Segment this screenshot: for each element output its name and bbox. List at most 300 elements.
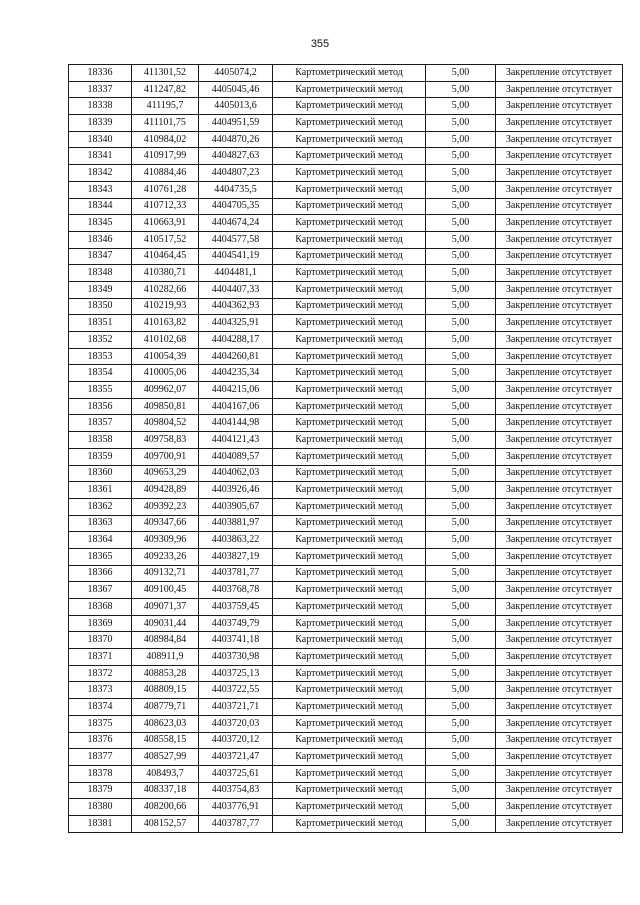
y-coordinate-cell: 4403722,55 bbox=[199, 682, 273, 699]
method-cell: Картометрический метод bbox=[273, 615, 426, 632]
method-cell: Картометрический метод bbox=[273, 665, 426, 682]
x-coordinate-cell: 409347,66 bbox=[132, 515, 199, 532]
x-coordinate-cell: 409428,89 bbox=[132, 482, 199, 499]
point-number-cell: 18376 bbox=[69, 732, 132, 749]
x-coordinate-cell: 410984,02 bbox=[132, 131, 199, 148]
point-number-cell: 18336 bbox=[69, 65, 132, 82]
fixation-cell: Закрепление отсутствует bbox=[496, 582, 623, 599]
y-coordinate-cell: 4403863,22 bbox=[199, 532, 273, 549]
fixation-cell: Закрепление отсутствует bbox=[496, 715, 623, 732]
table-row bbox=[69, 599, 623, 616]
table-row bbox=[69, 715, 623, 732]
accuracy-cell: 5,00 bbox=[426, 415, 496, 432]
table-row bbox=[69, 515, 623, 532]
point-number-cell: 18353 bbox=[69, 348, 132, 365]
table-row bbox=[69, 181, 623, 198]
fixation-cell: Закрепление отсутствует bbox=[496, 815, 623, 832]
x-coordinate-cell: 410163,82 bbox=[132, 315, 199, 332]
y-coordinate-cell: 4404674,24 bbox=[199, 215, 273, 232]
y-coordinate-cell: 4403881,97 bbox=[199, 515, 273, 532]
x-coordinate-cell: 409700,91 bbox=[132, 448, 199, 465]
fixation-cell: Закрепление отсутствует bbox=[496, 682, 623, 699]
method-cell: Картометрический метод bbox=[273, 281, 426, 298]
x-coordinate-cell: 408984,84 bbox=[132, 632, 199, 649]
table-row bbox=[69, 782, 623, 799]
fixation-cell: Закрепление отсутствует bbox=[496, 799, 623, 816]
fixation-cell: Закрепление отсутствует bbox=[496, 248, 623, 265]
x-coordinate-cell: 408853,28 bbox=[132, 665, 199, 682]
point-number-cell: 18347 bbox=[69, 248, 132, 265]
y-coordinate-cell: 4404735,5 bbox=[199, 181, 273, 198]
y-coordinate-cell: 4403725,61 bbox=[199, 765, 273, 782]
y-coordinate-cell: 4404541,19 bbox=[199, 248, 273, 265]
point-number-cell: 18345 bbox=[69, 215, 132, 232]
table-row bbox=[69, 198, 623, 215]
fixation-cell: Закрепление отсутствует bbox=[496, 281, 623, 298]
method-cell: Картометрический метод bbox=[273, 465, 426, 482]
x-coordinate-cell: 409100,45 bbox=[132, 582, 199, 599]
method-cell: Картометрический метод bbox=[273, 348, 426, 365]
point-number-cell: 18363 bbox=[69, 515, 132, 532]
method-cell: Картометрический метод bbox=[273, 315, 426, 332]
y-coordinate-cell: 4404215,06 bbox=[199, 382, 273, 399]
method-cell: Картометрический метод bbox=[273, 782, 426, 799]
x-coordinate-cell: 410380,71 bbox=[132, 265, 199, 282]
table-row bbox=[69, 749, 623, 766]
accuracy-cell: 5,00 bbox=[426, 515, 496, 532]
x-coordinate-cell: 408337,18 bbox=[132, 782, 199, 799]
method-cell: Картометрический метод bbox=[273, 398, 426, 415]
accuracy-cell: 5,00 bbox=[426, 131, 496, 148]
x-coordinate-cell: 410282,66 bbox=[132, 281, 199, 298]
method-cell: Картометрический метод bbox=[273, 732, 426, 749]
fixation-cell: Закрепление отсутствует bbox=[496, 599, 623, 616]
point-number-cell: 18381 bbox=[69, 815, 132, 832]
y-coordinate-cell: 4403776,91 bbox=[199, 799, 273, 816]
point-number-cell: 18344 bbox=[69, 198, 132, 215]
accuracy-cell: 5,00 bbox=[426, 332, 496, 349]
x-coordinate-cell: 409804,52 bbox=[132, 415, 199, 432]
accuracy-cell: 5,00 bbox=[426, 398, 496, 415]
fixation-cell: Закрепление отсутствует bbox=[496, 482, 623, 499]
y-coordinate-cell: 4405074,2 bbox=[199, 65, 273, 82]
accuracy-cell: 5,00 bbox=[426, 498, 496, 515]
point-number-cell: 18359 bbox=[69, 448, 132, 465]
accuracy-cell: 5,00 bbox=[426, 682, 496, 699]
method-cell: Картометрический метод bbox=[273, 599, 426, 616]
x-coordinate-cell: 409132,71 bbox=[132, 565, 199, 582]
accuracy-cell: 5,00 bbox=[426, 382, 496, 399]
x-coordinate-cell: 409392,23 bbox=[132, 498, 199, 515]
x-coordinate-cell: 410464,45 bbox=[132, 248, 199, 265]
fixation-cell: Закрепление отсутствует bbox=[496, 432, 623, 449]
table-row bbox=[69, 799, 623, 816]
method-cell: Картометрический метод bbox=[273, 165, 426, 182]
x-coordinate-cell: 410917,99 bbox=[132, 148, 199, 165]
table-row bbox=[69, 81, 623, 98]
table-row bbox=[69, 382, 623, 399]
point-number-cell: 18346 bbox=[69, 231, 132, 248]
point-number-cell: 18378 bbox=[69, 765, 132, 782]
method-cell: Картометрический метод bbox=[273, 415, 426, 432]
method-cell: Картометрический метод bbox=[273, 765, 426, 782]
table-row bbox=[69, 98, 623, 115]
method-cell: Картометрический метод bbox=[273, 332, 426, 349]
page-number: 355 bbox=[310, 38, 330, 50]
x-coordinate-cell: 408558,15 bbox=[132, 732, 199, 749]
y-coordinate-cell: 4405013,6 bbox=[199, 98, 273, 115]
y-coordinate-cell: 4403787,77 bbox=[199, 815, 273, 832]
fixation-cell: Закрепление отсутствует bbox=[496, 732, 623, 749]
method-cell: Картометрический метод bbox=[273, 448, 426, 465]
accuracy-cell: 5,00 bbox=[426, 315, 496, 332]
method-cell: Картометрический метод bbox=[273, 482, 426, 499]
x-coordinate-cell: 411101,75 bbox=[132, 115, 199, 132]
y-coordinate-cell: 4403905,67 bbox=[199, 498, 273, 515]
fixation-cell: Закрепление отсутствует bbox=[496, 148, 623, 165]
table-row bbox=[69, 315, 623, 332]
accuracy-cell: 5,00 bbox=[426, 165, 496, 182]
accuracy-cell: 5,00 bbox=[426, 231, 496, 248]
fixation-cell: Закрепление отсутствует bbox=[496, 665, 623, 682]
table-row bbox=[69, 115, 623, 132]
table-row bbox=[69, 615, 623, 632]
accuracy-cell: 5,00 bbox=[426, 281, 496, 298]
y-coordinate-cell: 4403768,78 bbox=[199, 582, 273, 599]
point-number-cell: 18357 bbox=[69, 415, 132, 432]
fixation-cell: Закрепление отсутствует bbox=[496, 98, 623, 115]
method-cell: Картометрический метод bbox=[273, 715, 426, 732]
x-coordinate-cell: 410102,68 bbox=[132, 332, 199, 349]
point-number-cell: 18360 bbox=[69, 465, 132, 482]
point-number-cell: 18337 bbox=[69, 81, 132, 98]
accuracy-cell: 5,00 bbox=[426, 615, 496, 632]
accuracy-cell: 5,00 bbox=[426, 81, 496, 98]
table-row bbox=[69, 248, 623, 265]
table-row bbox=[69, 415, 623, 432]
point-number-cell: 18365 bbox=[69, 548, 132, 565]
y-coordinate-cell: 4404481,1 bbox=[199, 265, 273, 282]
point-number-cell: 18375 bbox=[69, 715, 132, 732]
point-number-cell: 18364 bbox=[69, 532, 132, 549]
point-number-cell: 18380 bbox=[69, 799, 132, 816]
fixation-cell: Закрепление отсутствует bbox=[496, 548, 623, 565]
y-coordinate-cell: 4404870,26 bbox=[199, 131, 273, 148]
point-number-cell: 18372 bbox=[69, 665, 132, 682]
table-row bbox=[69, 365, 623, 382]
method-cell: Картометрический метод bbox=[273, 548, 426, 565]
y-coordinate-cell: 4403721,47 bbox=[199, 749, 273, 766]
accuracy-cell: 5,00 bbox=[426, 582, 496, 599]
table-row bbox=[69, 815, 623, 832]
accuracy-cell: 5,00 bbox=[426, 482, 496, 499]
y-coordinate-cell: 4403759,45 bbox=[199, 599, 273, 616]
y-coordinate-cell: 4403754,83 bbox=[199, 782, 273, 799]
point-number-cell: 18350 bbox=[69, 298, 132, 315]
x-coordinate-cell: 410663,91 bbox=[132, 215, 199, 232]
point-number-cell: 18362 bbox=[69, 498, 132, 515]
accuracy-cell: 5,00 bbox=[426, 348, 496, 365]
y-coordinate-cell: 4403741,18 bbox=[199, 632, 273, 649]
x-coordinate-cell: 410005,06 bbox=[132, 365, 199, 382]
accuracy-cell: 5,00 bbox=[426, 248, 496, 265]
y-coordinate-cell: 4404121,43 bbox=[199, 432, 273, 449]
fixation-cell: Закрепление отсутствует bbox=[496, 315, 623, 332]
point-number-cell: 18340 bbox=[69, 131, 132, 148]
method-cell: Картометрический метод bbox=[273, 582, 426, 599]
fixation-cell: Закрепление отсутствует bbox=[496, 632, 623, 649]
x-coordinate-cell: 409309,96 bbox=[132, 532, 199, 549]
method-cell: Картометрический метод bbox=[273, 65, 426, 82]
point-number-cell: 18348 bbox=[69, 265, 132, 282]
y-coordinate-cell: 4403725,13 bbox=[199, 665, 273, 682]
table-row bbox=[69, 532, 623, 549]
point-number-cell: 18373 bbox=[69, 682, 132, 699]
method-cell: Картометрический метод bbox=[273, 81, 426, 98]
fixation-cell: Закрепление отсутствует bbox=[496, 749, 623, 766]
fixation-cell: Закрепление отсутствует bbox=[496, 765, 623, 782]
y-coordinate-cell: 4404362,93 bbox=[199, 298, 273, 315]
point-number-cell: 18343 bbox=[69, 181, 132, 198]
table-row bbox=[69, 465, 623, 482]
method-cell: Картометрический метод bbox=[273, 298, 426, 315]
y-coordinate-cell: 4404089,57 bbox=[199, 448, 273, 465]
table-body bbox=[69, 65, 623, 833]
method-cell: Картометрический метод bbox=[273, 231, 426, 248]
accuracy-cell: 5,00 bbox=[426, 649, 496, 666]
point-number-cell: 18355 bbox=[69, 382, 132, 399]
accuracy-cell: 5,00 bbox=[426, 749, 496, 766]
accuracy-cell: 5,00 bbox=[426, 298, 496, 315]
fixation-cell: Закрепление отсутствует bbox=[496, 415, 623, 432]
method-cell: Картометрический метод bbox=[273, 699, 426, 716]
table-row bbox=[69, 265, 623, 282]
accuracy-cell: 5,00 bbox=[426, 432, 496, 449]
x-coordinate-cell: 409850,81 bbox=[132, 398, 199, 415]
x-coordinate-cell: 408623,03 bbox=[132, 715, 199, 732]
fixation-cell: Закрепление отсутствует bbox=[496, 298, 623, 315]
table-row bbox=[69, 348, 623, 365]
y-coordinate-cell: 4403721,71 bbox=[199, 699, 273, 716]
table-row bbox=[69, 448, 623, 465]
method-cell: Картометрический метод bbox=[273, 799, 426, 816]
accuracy-cell: 5,00 bbox=[426, 181, 496, 198]
accuracy-cell: 5,00 bbox=[426, 665, 496, 682]
point-number-cell: 18361 bbox=[69, 482, 132, 499]
y-coordinate-cell: 4404167,06 bbox=[199, 398, 273, 415]
y-coordinate-cell: 4404577,58 bbox=[199, 231, 273, 248]
x-coordinate-cell: 409031,44 bbox=[132, 615, 199, 632]
point-number-cell: 18351 bbox=[69, 315, 132, 332]
method-cell: Картометрический метод bbox=[273, 682, 426, 699]
table-row bbox=[69, 498, 623, 515]
x-coordinate-cell: 408911,9 bbox=[132, 649, 199, 666]
point-number-cell: 18379 bbox=[69, 782, 132, 799]
fixation-cell: Закрепление отсутствует bbox=[496, 565, 623, 582]
table-row bbox=[69, 231, 623, 248]
y-coordinate-cell: 4403730,98 bbox=[199, 649, 273, 666]
fixation-cell: Закрепление отсутствует bbox=[496, 699, 623, 716]
accuracy-cell: 5,00 bbox=[426, 465, 496, 482]
accuracy-cell: 5,00 bbox=[426, 365, 496, 382]
point-number-cell: 18368 bbox=[69, 599, 132, 616]
x-coordinate-cell: 408493,7 bbox=[132, 765, 199, 782]
fixation-cell: Закрепление отсутствует bbox=[496, 649, 623, 666]
table-row bbox=[69, 548, 623, 565]
y-coordinate-cell: 4404062,03 bbox=[199, 465, 273, 482]
method-cell: Картометрический метод bbox=[273, 265, 426, 282]
x-coordinate-cell: 409071,37 bbox=[132, 599, 199, 616]
method-cell: Картометрический метод bbox=[273, 181, 426, 198]
y-coordinate-cell: 4404325,91 bbox=[199, 315, 273, 332]
method-cell: Картометрический метод bbox=[273, 98, 426, 115]
accuracy-cell: 5,00 bbox=[426, 548, 496, 565]
y-coordinate-cell: 4404705,35 bbox=[199, 198, 273, 215]
y-coordinate-cell: 4404144,98 bbox=[199, 415, 273, 432]
point-number-cell: 18338 bbox=[69, 98, 132, 115]
y-coordinate-cell: 4404827,63 bbox=[199, 148, 273, 165]
method-cell: Картометрический метод bbox=[273, 515, 426, 532]
accuracy-cell: 5,00 bbox=[426, 65, 496, 82]
table-row bbox=[69, 131, 623, 148]
fixation-cell: Закрепление отсутствует bbox=[496, 465, 623, 482]
table-row bbox=[69, 432, 623, 449]
point-number-cell: 18367 bbox=[69, 582, 132, 599]
accuracy-cell: 5,00 bbox=[426, 532, 496, 549]
x-coordinate-cell: 408779,71 bbox=[132, 699, 199, 716]
fixation-cell: Закрепление отсутствует bbox=[496, 81, 623, 98]
table-row bbox=[69, 649, 623, 666]
fixation-cell: Закрепление отсутствует bbox=[496, 365, 623, 382]
table-row bbox=[69, 332, 623, 349]
accuracy-cell: 5,00 bbox=[426, 799, 496, 816]
accuracy-cell: 5,00 bbox=[426, 632, 496, 649]
y-coordinate-cell: 4404407,33 bbox=[199, 281, 273, 298]
x-coordinate-cell: 408152,57 bbox=[132, 815, 199, 832]
accuracy-cell: 5,00 bbox=[426, 815, 496, 832]
method-cell: Картометрический метод bbox=[273, 649, 426, 666]
method-cell: Картометрический метод bbox=[273, 248, 426, 265]
x-coordinate-cell: 408200,66 bbox=[132, 799, 199, 816]
x-coordinate-cell: 410761,28 bbox=[132, 181, 199, 198]
accuracy-cell: 5,00 bbox=[426, 565, 496, 582]
table-row bbox=[69, 682, 623, 699]
accuracy-cell: 5,00 bbox=[426, 98, 496, 115]
accuracy-cell: 5,00 bbox=[426, 715, 496, 732]
fixation-cell: Закрепление отсутствует bbox=[496, 448, 623, 465]
table-row bbox=[69, 765, 623, 782]
x-coordinate-cell: 409758,83 bbox=[132, 432, 199, 449]
accuracy-cell: 5,00 bbox=[426, 765, 496, 782]
point-number-cell: 18352 bbox=[69, 332, 132, 349]
method-cell: Картометрический метод bbox=[273, 532, 426, 549]
y-coordinate-cell: 4403720,12 bbox=[199, 732, 273, 749]
fixation-cell: Закрепление отсутствует bbox=[496, 131, 623, 148]
method-cell: Картометрический метод bbox=[273, 131, 426, 148]
y-coordinate-cell: 4404951,59 bbox=[199, 115, 273, 132]
method-cell: Картометрический метод bbox=[273, 115, 426, 132]
table-row bbox=[69, 582, 623, 599]
x-coordinate-cell: 411301,52 bbox=[132, 65, 199, 82]
table-row bbox=[69, 565, 623, 582]
fixation-cell: Закрепление отсутствует bbox=[496, 215, 623, 232]
table-row bbox=[69, 699, 623, 716]
table-row bbox=[69, 281, 623, 298]
x-coordinate-cell: 409233,26 bbox=[132, 548, 199, 565]
fixation-cell: Закрепление отсутствует bbox=[496, 265, 623, 282]
fixation-cell: Закрепление отсутствует bbox=[496, 532, 623, 549]
fixation-cell: Закрепление отсутствует bbox=[496, 65, 623, 82]
accuracy-cell: 5,00 bbox=[426, 732, 496, 749]
point-number-cell: 18341 bbox=[69, 148, 132, 165]
fixation-cell: Закрепление отсутствует bbox=[496, 382, 623, 399]
table-row bbox=[69, 298, 623, 315]
accuracy-cell: 5,00 bbox=[426, 699, 496, 716]
fixation-cell: Закрепление отсутствует bbox=[496, 332, 623, 349]
method-cell: Картометрический метод bbox=[273, 215, 426, 232]
fixation-cell: Закрепление отсутствует bbox=[496, 181, 623, 198]
fixation-cell: Закрепление отсутствует bbox=[496, 498, 623, 515]
y-coordinate-cell: 4403720,03 bbox=[199, 715, 273, 732]
accuracy-cell: 5,00 bbox=[426, 599, 496, 616]
table-row bbox=[69, 482, 623, 499]
y-coordinate-cell: 4404807,23 bbox=[199, 165, 273, 182]
point-number-cell: 18374 bbox=[69, 699, 132, 716]
table-row bbox=[69, 65, 623, 82]
x-coordinate-cell: 408527,99 bbox=[132, 749, 199, 766]
method-cell: Картометрический метод bbox=[273, 632, 426, 649]
y-coordinate-cell: 4403749,79 bbox=[199, 615, 273, 632]
point-number-cell: 18339 bbox=[69, 115, 132, 132]
y-coordinate-cell: 4403781,77 bbox=[199, 565, 273, 582]
point-number-cell: 18377 bbox=[69, 749, 132, 766]
x-coordinate-cell: 410712,33 bbox=[132, 198, 199, 215]
point-number-cell: 18349 bbox=[69, 281, 132, 298]
x-coordinate-cell: 411247,82 bbox=[132, 81, 199, 98]
table-row bbox=[69, 398, 623, 415]
accuracy-cell: 5,00 bbox=[426, 198, 496, 215]
fixation-cell: Закрепление отсутствует bbox=[496, 515, 623, 532]
y-coordinate-cell: 4405045,46 bbox=[199, 81, 273, 98]
y-coordinate-cell: 4403827,19 bbox=[199, 548, 273, 565]
y-coordinate-cell: 4404288,17 bbox=[199, 332, 273, 349]
accuracy-cell: 5,00 bbox=[426, 148, 496, 165]
accuracy-cell: 5,00 bbox=[426, 265, 496, 282]
point-number-cell: 18358 bbox=[69, 432, 132, 449]
fixation-cell: Закрепление отсутствует bbox=[496, 165, 623, 182]
method-cell: Картометрический метод bbox=[273, 382, 426, 399]
point-number-cell: 18369 bbox=[69, 615, 132, 632]
fixation-cell: Закрепление отсутствует bbox=[496, 115, 623, 132]
fixation-cell: Закрепление отсутствует bbox=[496, 198, 623, 215]
point-number-cell: 18366 bbox=[69, 565, 132, 582]
method-cell: Картометрический метод bbox=[273, 565, 426, 582]
point-number-cell: 18371 bbox=[69, 649, 132, 666]
accuracy-cell: 5,00 bbox=[426, 215, 496, 232]
table-row bbox=[69, 148, 623, 165]
point-number-cell: 18370 bbox=[69, 632, 132, 649]
fixation-cell: Закрепление отсутствует bbox=[496, 615, 623, 632]
coordinates-table bbox=[68, 64, 623, 833]
y-coordinate-cell: 4403926,46 bbox=[199, 482, 273, 499]
accuracy-cell: 5,00 bbox=[426, 782, 496, 799]
x-coordinate-cell: 409962,07 bbox=[132, 382, 199, 399]
method-cell: Картометрический метод bbox=[273, 498, 426, 515]
fixation-cell: Закрепление отсутствует bbox=[496, 398, 623, 415]
y-coordinate-cell: 4404235,34 bbox=[199, 365, 273, 382]
accuracy-cell: 5,00 bbox=[426, 115, 496, 132]
x-coordinate-cell: 411195,7 bbox=[132, 98, 199, 115]
